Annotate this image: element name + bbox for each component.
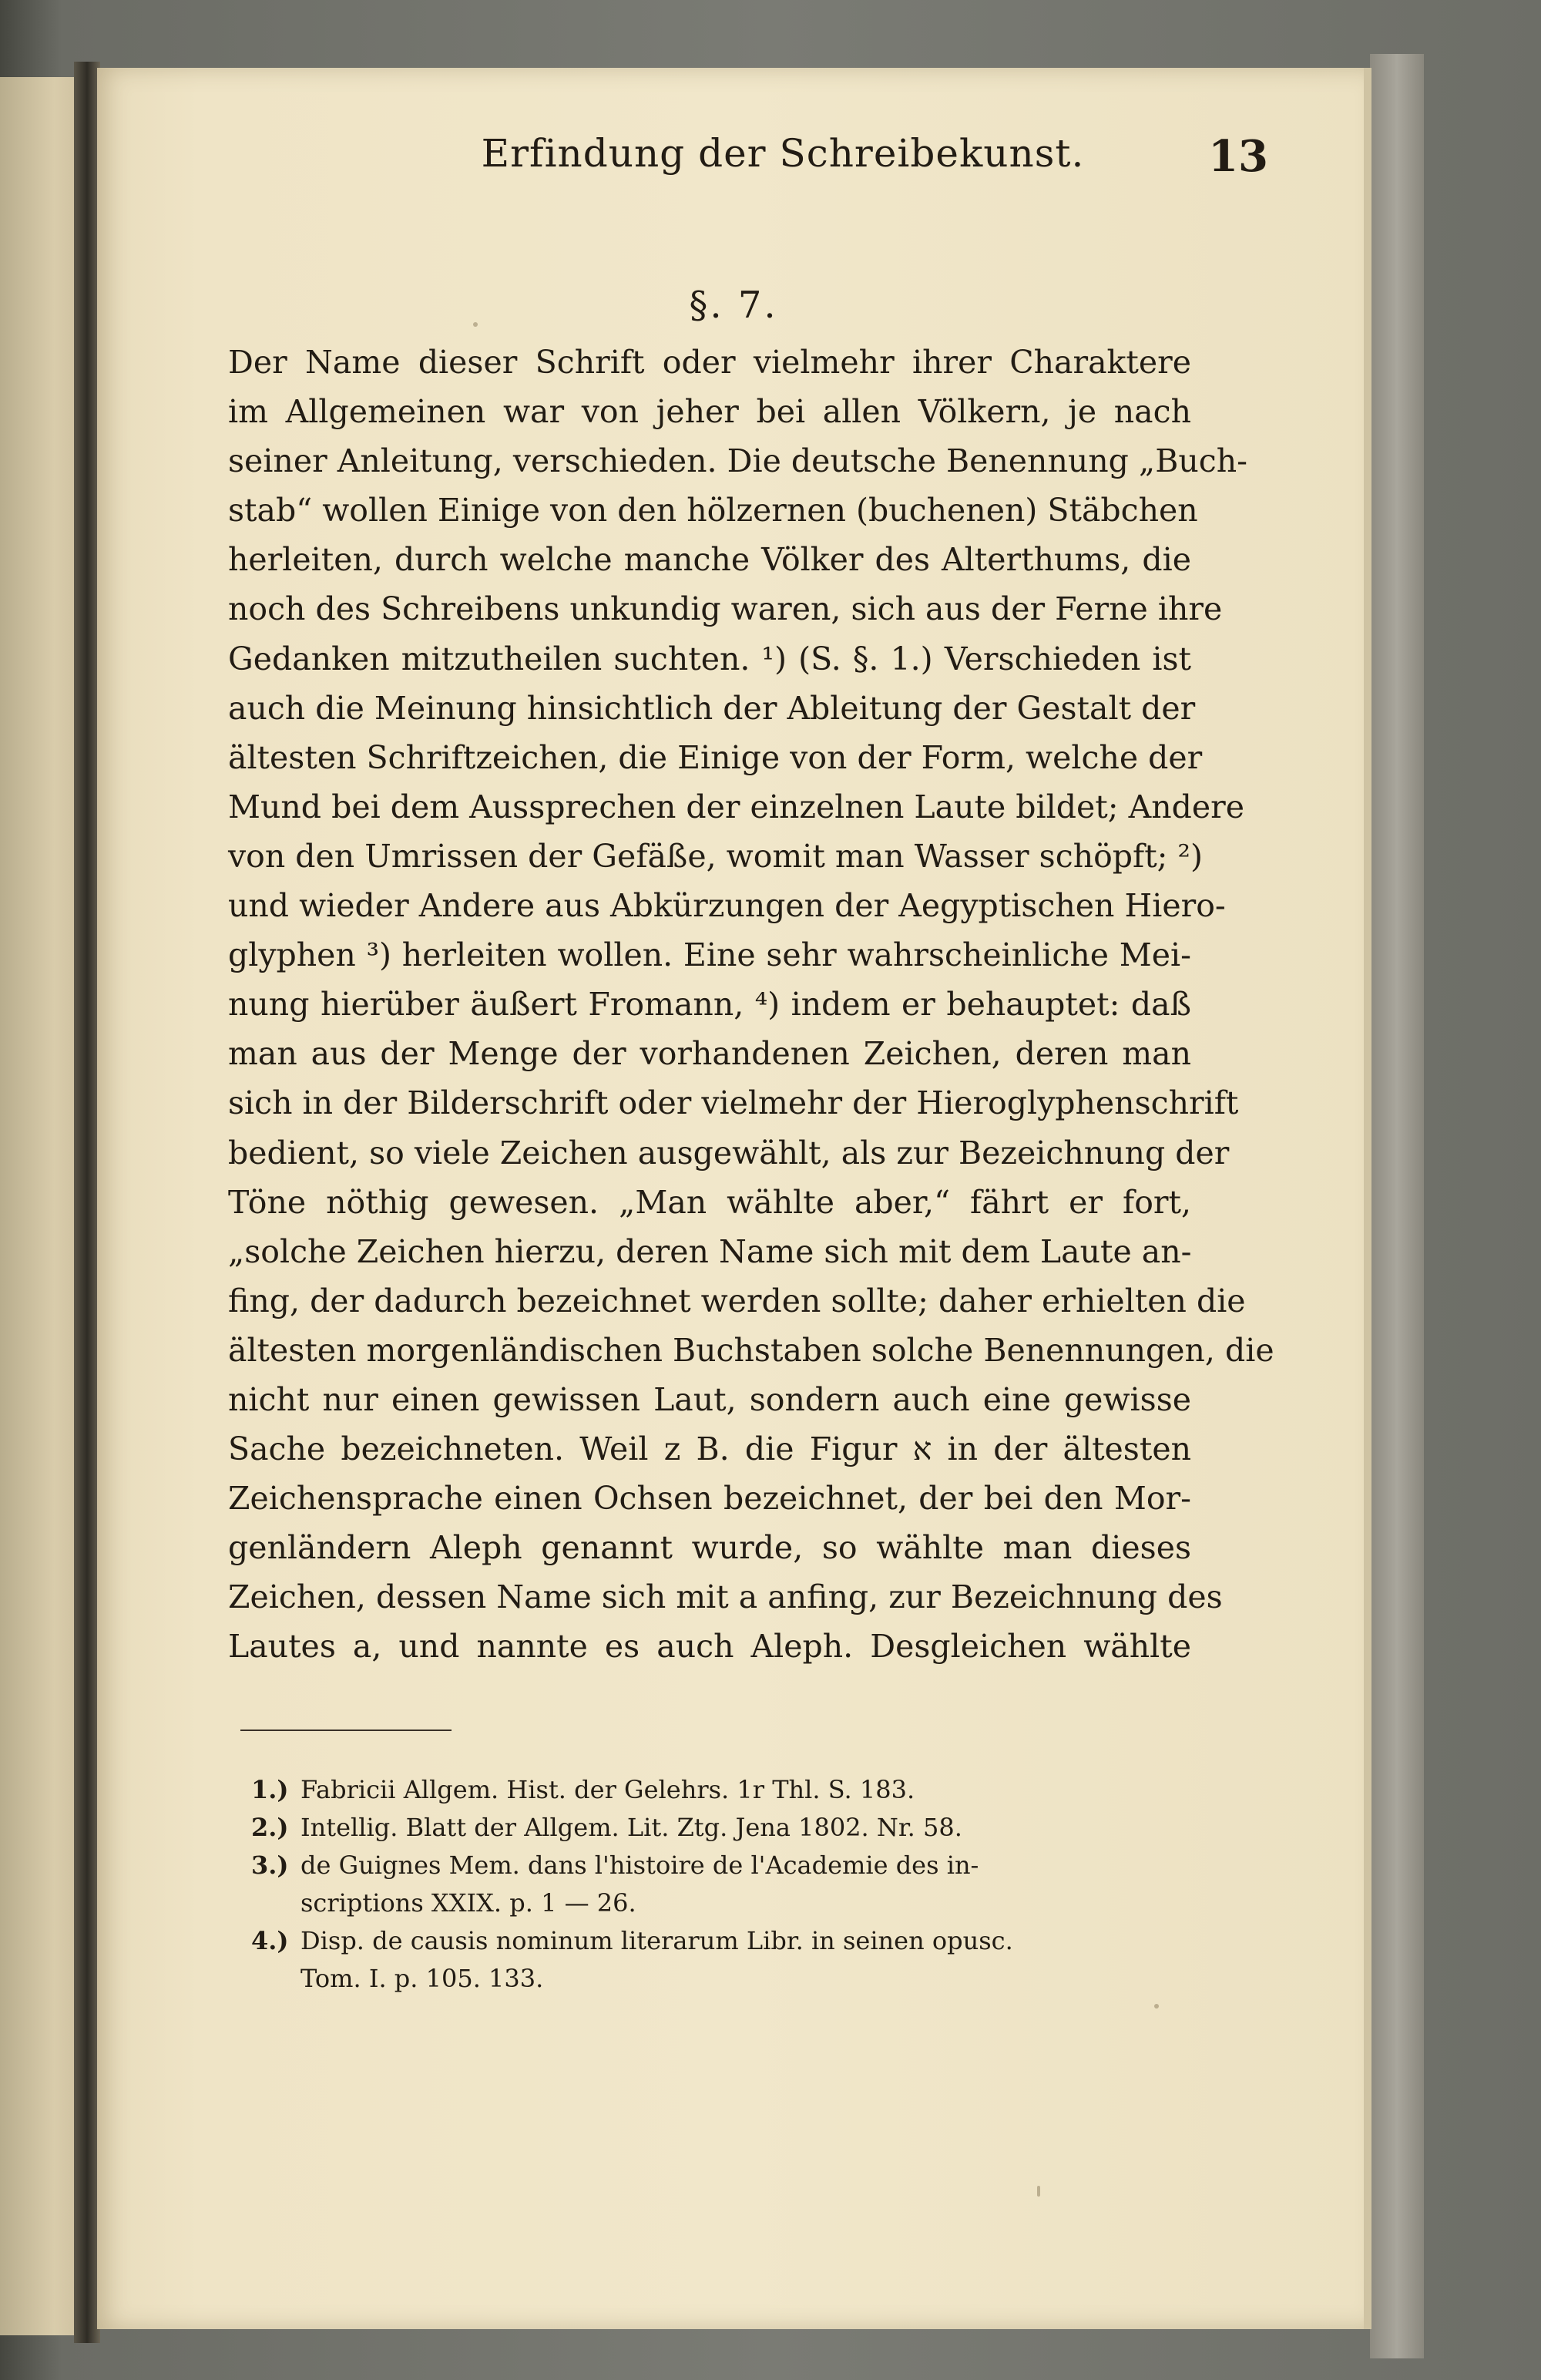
footnote-1 (251, 1771, 1176, 1809)
text-line: von den Umrissen der Gefäße, womit man Wasser schöpft; ²) (228, 837, 1203, 875)
running-title: Erfindung der Schreibekunst. (481, 131, 1085, 176)
footnote-text-continued: Tom. I. p. 105. 133. (300, 1964, 544, 1993)
footnote-text: Disp. de causis nominum literarum Libr. in seinen opusc. (300, 1926, 1013, 1955)
body-text (228, 338, 1274, 1672)
footnote-text: de Guignes Mem. dans l'histoire de l'Academie des in- (300, 1851, 979, 1880)
text-line: seiner Anleitung, verschieden. Die deutsche Benennung „Buch- (228, 442, 1247, 480)
book-gutter (74, 62, 100, 2343)
page-fore-edge (1364, 68, 1371, 2329)
footnote-2 (251, 1809, 1176, 1847)
text-line: Gedanken mitzutheilen suchten. ¹) (S. §. 1.) Verschieden ist (228, 640, 1191, 677)
footnote-number: 1.) (251, 1775, 289, 1804)
text-line: ältesten morgenländischen Buchstaben solche Benennungen, die (228, 1331, 1274, 1369)
page-header (97, 131, 1370, 200)
footnote-3 (251, 1847, 1176, 1884)
text-line: auch die Meinung hinsichtlich der Ableitung der Gestalt der (228, 689, 1196, 727)
footnote-text: Intellig. Blatt der Allgem. Lit. Ztg. Jena 1802. Nr. 58. (300, 1813, 962, 1842)
footnote-text-continued: scriptions XXIX. p. 1 — 26. (300, 1888, 636, 1918)
text-line: Der Name dieser Schrift oder vielmehr ihrer Charaktere (228, 344, 1191, 381)
text-line: glyphen ³) herleiten wollen. Eine sehr wahrscheinliche Mei- (228, 936, 1191, 974)
text-line: fing, der dadurch bezeichnet werden sollte; daher erhielten die (228, 1282, 1246, 1319)
text-line: stab“ wollen Einige von den hölzernen (buchenen) Stäbchen (228, 492, 1198, 529)
text-line: noch des Schreibens unkundig waren, sich aus der Ferne ihre (228, 590, 1223, 628)
text-line: im Allgemeinen war von jeher bei allen Völkern, je nach (228, 393, 1191, 431)
footnote-number: 4.) (251, 1926, 289, 1955)
footnote-number: 3.) (251, 1851, 289, 1880)
text-line: Töne nöthig gewesen. „Man wählte aber,“ fährt er fort, (228, 1183, 1191, 1221)
text-line: Zeichen, dessen Name sich mit a anfing, zur Bezeichnung des (228, 1578, 1223, 1616)
text-line: Lautes a, und nannte es auch Aleph. Desgleichen wählte (228, 1628, 1191, 1666)
book-cover-edge (1370, 54, 1424, 2358)
text-line: bedient, so viele Zeichen ausgewählt, als zur Bezeichnung der (228, 1134, 1230, 1172)
text-line: Mund bei dem Aussprechen der einzelnen Laute bildet; Andere (228, 788, 1244, 825)
text-line: genländern Aleph genannt wurde, so wählte man dieses (228, 1529, 1191, 1567)
text-line: nung hierüber äußert Fromann, ⁴) indem er behauptet: daß (228, 986, 1191, 1024)
text-line: und wieder Andere aus Abkürzungen der Aegyptischen Hiero- (228, 887, 1226, 925)
section-heading: §. 7. (689, 284, 778, 327)
text-line: man aus der Menge der vorhandenen Zeichen, deren man (228, 1035, 1191, 1073)
text-line: ältesten Schriftzeichen, die Einige von der Form, welche der (228, 738, 1203, 776)
text-line: nicht nur einen gewissen Laut, sondern auch eine gewisse (228, 1380, 1191, 1418)
footnote-text: Fabricii Allgem. Hist. der Gelehrs. 1r Thl. S. 183. (300, 1775, 915, 1804)
footnotes (251, 1771, 1176, 1998)
text-line: sich in der Bilderschrift oder vielmehr der Hieroglyphenschrift (228, 1084, 1239, 1122)
text-line: herleiten, durch welche manche Völker des Alterthums, die (228, 541, 1191, 579)
text-line: „solche Zeichen hierzu, deren Name sich mit dem Laute an- (228, 1232, 1192, 1270)
footnote-separator (240, 1730, 452, 1731)
footnote-4 (251, 1922, 1176, 1960)
text-line: Zeichensprache einen Ochsen bezeichnet, der bei den Mor- (228, 1480, 1191, 1518)
page-number: 13 (1208, 131, 1268, 182)
text-line: Sache bezeichneten. Weil z B. die Figur א in der ältesten (228, 1430, 1191, 1468)
footnote-number: 2.) (251, 1813, 289, 1842)
